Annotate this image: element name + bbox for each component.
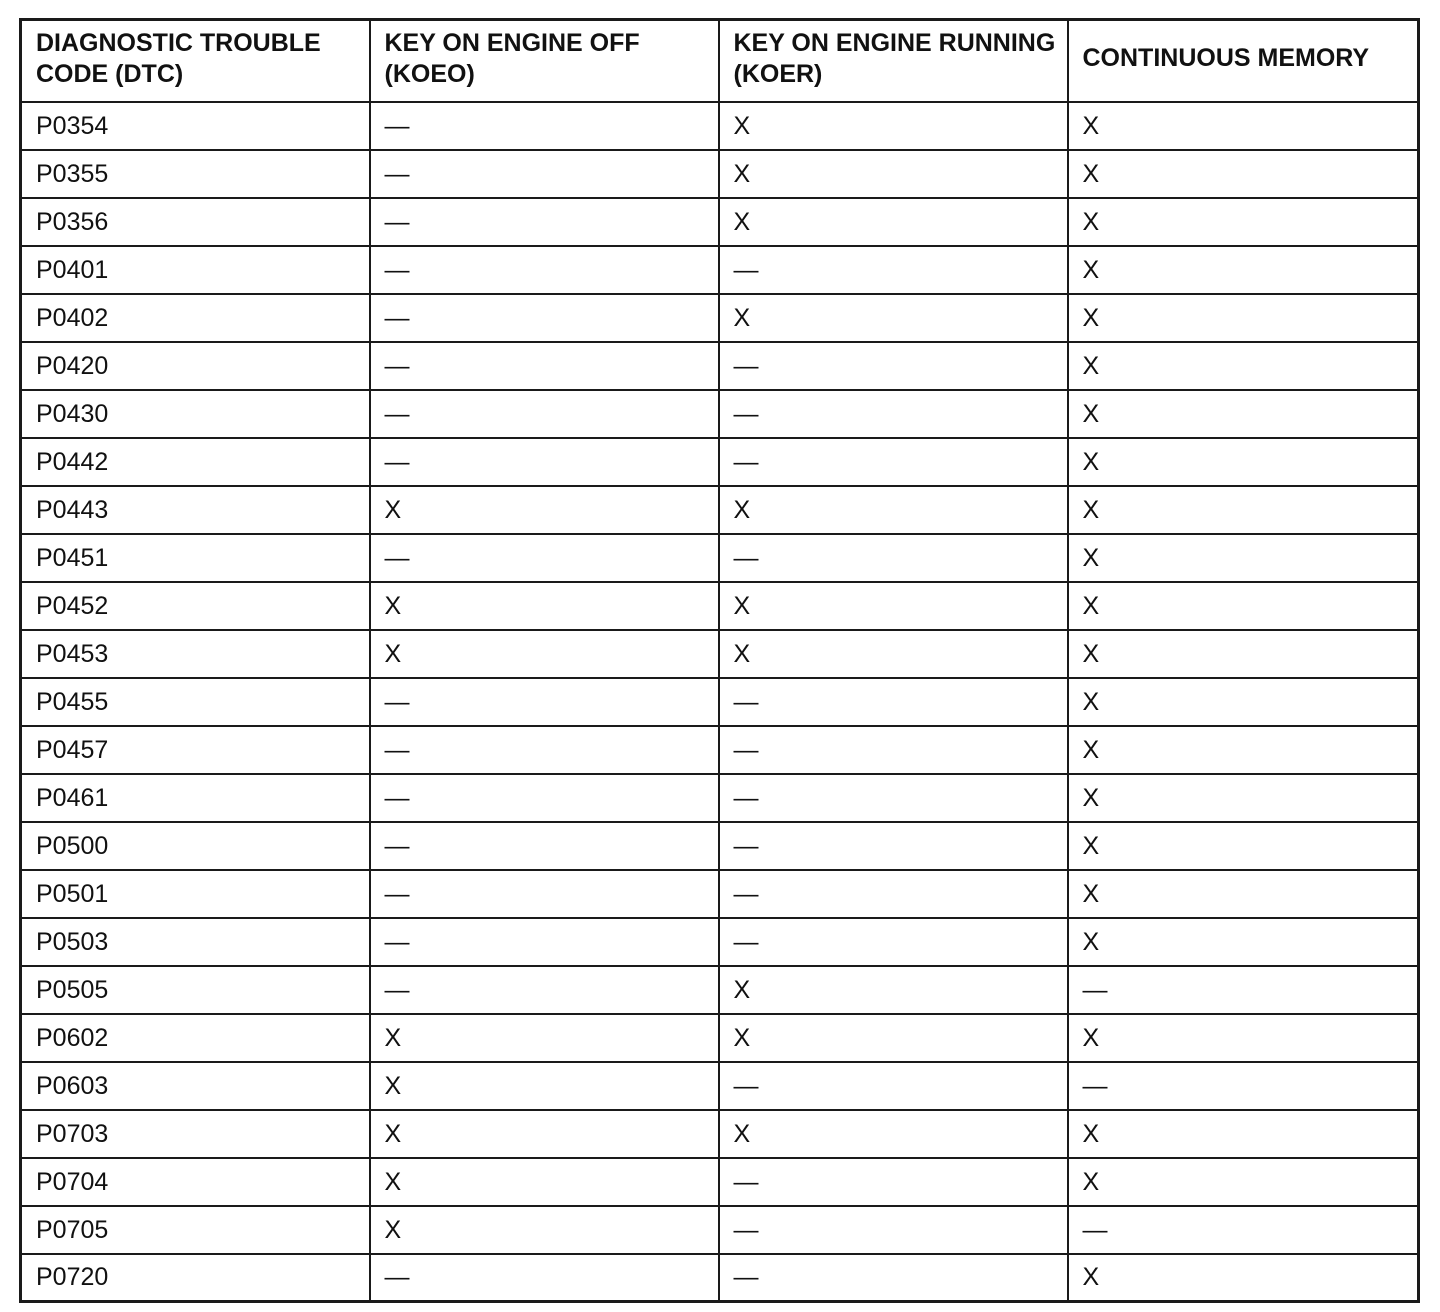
dtc-code-cell: P0356 <box>21 198 370 246</box>
table-row <box>21 966 1419 1014</box>
continuous-memory-cell: X <box>1068 150 1419 198</box>
koeo-cell: — <box>370 438 719 486</box>
table-row <box>21 678 1419 726</box>
dtc-code-cell: P0442 <box>21 438 370 486</box>
koeo-cell: — <box>370 726 719 774</box>
koer-cell: — <box>719 1254 1068 1302</box>
koeo-cell: — <box>370 198 719 246</box>
continuous-memory-cell: X <box>1068 246 1419 294</box>
header-dtc: DIAGNOSTIC TROUBLE CODE (DTC) <box>21 20 370 102</box>
koer-cell: — <box>719 246 1068 294</box>
dtc-code-cell: P0402 <box>21 294 370 342</box>
continuous-memory-cell: X <box>1068 1254 1419 1302</box>
koeo-cell: — <box>370 294 719 342</box>
koeo-cell: X <box>370 582 719 630</box>
dtc-code-cell: P0355 <box>21 150 370 198</box>
koer-cell: — <box>719 1062 1068 1110</box>
table-row <box>21 246 1419 294</box>
header-koer: KEY ON ENGINE RUNNING (KOER) <box>719 20 1068 102</box>
koeo-cell: — <box>370 774 719 822</box>
table-row <box>21 582 1419 630</box>
koer-cell: — <box>719 390 1068 438</box>
koer-cell: — <box>719 822 1068 870</box>
koeo-cell: X <box>370 1158 719 1206</box>
continuous-memory-cell: X <box>1068 1110 1419 1158</box>
dtc-code-cell: P0501 <box>21 870 370 918</box>
table-row <box>21 774 1419 822</box>
table-header <box>21 20 1419 102</box>
continuous-memory-cell: — <box>1068 1062 1419 1110</box>
koeo-cell: — <box>370 150 719 198</box>
koer-cell: X <box>719 198 1068 246</box>
koeo-cell: — <box>370 966 719 1014</box>
koer-cell: X <box>719 1014 1068 1062</box>
dtc-code-cell: P0401 <box>21 246 370 294</box>
dtc-code-cell: P0705 <box>21 1206 370 1254</box>
table-row <box>21 918 1419 966</box>
continuous-memory-cell: X <box>1068 342 1419 390</box>
dtc-test-table <box>19 18 1420 1303</box>
dtc-code-cell: P0443 <box>21 486 370 534</box>
dtc-code-cell: P0603 <box>21 1062 370 1110</box>
koeo-cell: — <box>370 1254 719 1302</box>
table-row <box>21 1110 1419 1158</box>
header-continuous-memory: CONTINUOUS MEMORY <box>1068 20 1419 102</box>
dtc-code-cell: P0505 <box>21 966 370 1014</box>
koer-cell: — <box>719 534 1068 582</box>
table-row <box>21 1014 1419 1062</box>
continuous-memory-cell: X <box>1068 822 1419 870</box>
continuous-memory-cell: X <box>1068 390 1419 438</box>
koeo-cell: X <box>370 630 719 678</box>
koeo-cell: X <box>370 1014 719 1062</box>
dtc-code-cell: P0451 <box>21 534 370 582</box>
continuous-memory-cell: X <box>1068 198 1419 246</box>
koeo-cell: X <box>370 1110 719 1158</box>
continuous-memory-cell: X <box>1068 726 1419 774</box>
table-row <box>21 822 1419 870</box>
continuous-memory-cell: X <box>1068 438 1419 486</box>
table-row <box>21 1062 1419 1110</box>
table-row <box>21 1254 1419 1302</box>
continuous-memory-cell: X <box>1068 102 1419 150</box>
koeo-cell: — <box>370 102 719 150</box>
koer-cell: — <box>719 678 1068 726</box>
continuous-memory-cell: X <box>1068 534 1419 582</box>
koeo-cell: — <box>370 342 719 390</box>
continuous-memory-cell: X <box>1068 294 1419 342</box>
continuous-memory-cell: X <box>1068 486 1419 534</box>
koer-cell: X <box>719 582 1068 630</box>
dtc-code-cell: P0703 <box>21 1110 370 1158</box>
koeo-cell: — <box>370 870 719 918</box>
dtc-code-cell: P0602 <box>21 1014 370 1062</box>
koer-cell: X <box>719 1110 1068 1158</box>
dtc-code-cell: P0720 <box>21 1254 370 1302</box>
dtc-code-cell: P0453 <box>21 630 370 678</box>
continuous-memory-cell: X <box>1068 1158 1419 1206</box>
koer-cell: — <box>719 870 1068 918</box>
table-row <box>21 486 1419 534</box>
header-koeo: KEY ON ENGINE OFF (KOEO) <box>370 20 719 102</box>
table-row <box>21 534 1419 582</box>
dtc-code-cell: P0452 <box>21 582 370 630</box>
koer-cell: X <box>719 294 1068 342</box>
table-body <box>21 102 1419 1302</box>
table-row <box>21 1206 1419 1254</box>
koeo-cell: — <box>370 678 719 726</box>
table-row <box>21 102 1419 150</box>
table-row <box>21 294 1419 342</box>
dtc-code-cell: P0430 <box>21 390 370 438</box>
koeo-cell: X <box>370 486 719 534</box>
table-row <box>21 630 1419 678</box>
continuous-memory-cell: X <box>1068 678 1419 726</box>
continuous-memory-cell: X <box>1068 870 1419 918</box>
koeo-cell: — <box>370 390 719 438</box>
table-row <box>21 150 1419 198</box>
koeo-cell: — <box>370 246 719 294</box>
koer-cell: X <box>719 486 1068 534</box>
table-row <box>21 870 1419 918</box>
dtc-code-cell: P0457 <box>21 726 370 774</box>
table-row <box>21 438 1419 486</box>
dtc-code-cell: P0500 <box>21 822 370 870</box>
table-row <box>21 1158 1419 1206</box>
table-row <box>21 198 1419 246</box>
koer-cell: — <box>719 918 1068 966</box>
continuous-memory-cell: X <box>1068 1014 1419 1062</box>
table-row <box>21 342 1419 390</box>
koer-cell: — <box>719 726 1068 774</box>
koer-cell: — <box>719 438 1068 486</box>
koer-cell: X <box>719 966 1068 1014</box>
dtc-code-cell: P0455 <box>21 678 370 726</box>
continuous-memory-cell: X <box>1068 630 1419 678</box>
dtc-code-cell: P0461 <box>21 774 370 822</box>
dtc-code-cell: P0704 <box>21 1158 370 1206</box>
koeo-cell: X <box>370 1206 719 1254</box>
koeo-cell: X <box>370 1062 719 1110</box>
koer-cell: — <box>719 1206 1068 1254</box>
continuous-memory-cell: X <box>1068 582 1419 630</box>
header-row <box>21 20 1419 102</box>
table-row <box>21 390 1419 438</box>
continuous-memory-cell: X <box>1068 774 1419 822</box>
dtc-code-cell: P0354 <box>21 102 370 150</box>
koer-cell: X <box>719 102 1068 150</box>
koeo-cell: — <box>370 918 719 966</box>
koeo-cell: — <box>370 534 719 582</box>
koer-cell: X <box>719 150 1068 198</box>
koer-cell: — <box>719 1158 1068 1206</box>
koeo-cell: — <box>370 822 719 870</box>
dtc-code-cell: P0503 <box>21 918 370 966</box>
continuous-memory-cell: — <box>1068 966 1419 1014</box>
koer-cell: — <box>719 342 1068 390</box>
continuous-memory-cell: X <box>1068 918 1419 966</box>
table-row <box>21 726 1419 774</box>
dtc-code-cell: P0420 <box>21 342 370 390</box>
koer-cell: X <box>719 630 1068 678</box>
koer-cell: — <box>719 774 1068 822</box>
continuous-memory-cell: — <box>1068 1206 1419 1254</box>
